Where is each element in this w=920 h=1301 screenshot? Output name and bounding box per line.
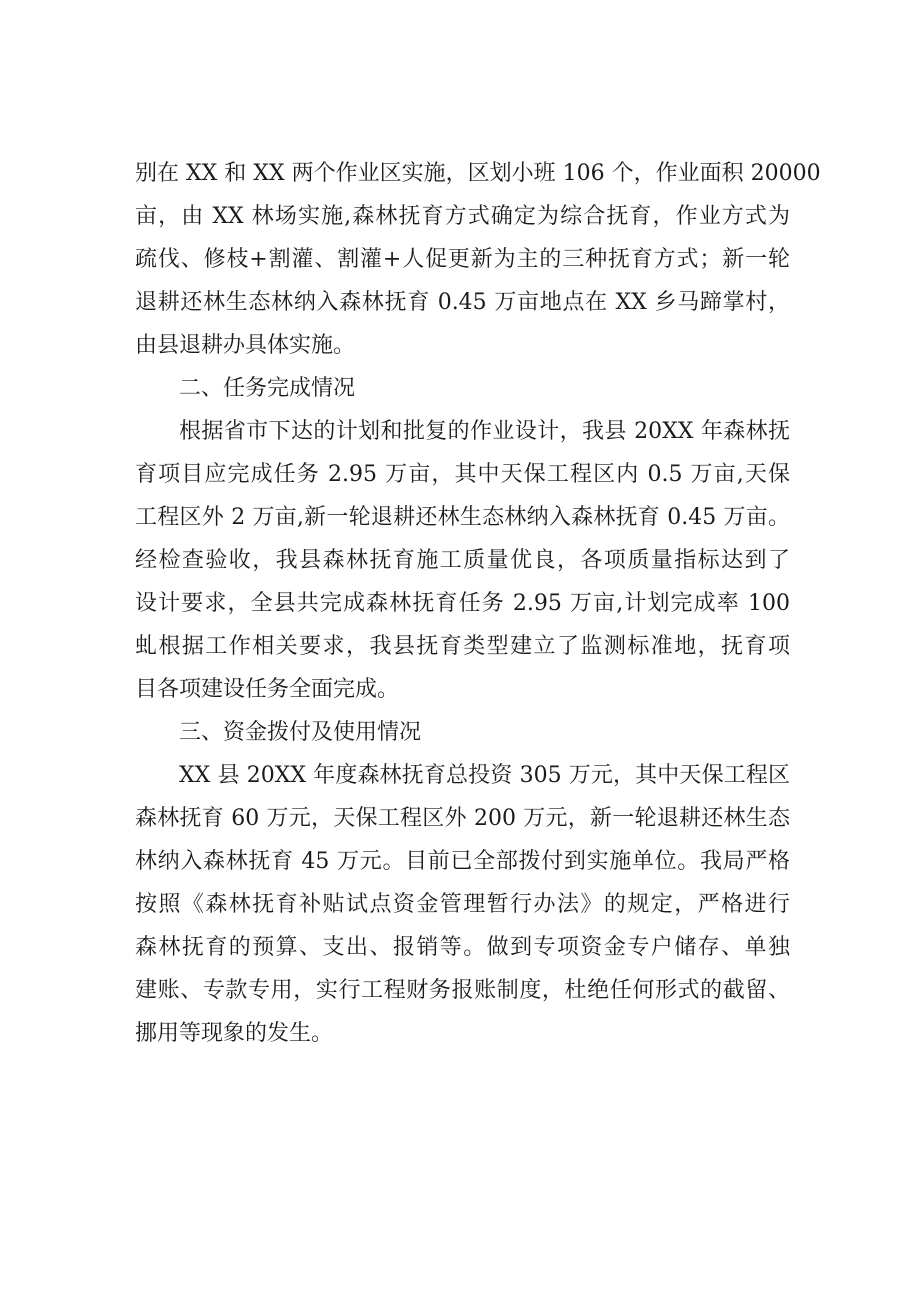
text-line: 亩，由 XX 林场实施,森林抚育方式确定为综合抚育，作业方式为 bbox=[135, 204, 790, 229]
section-heading: 二、任务完成情况 bbox=[179, 376, 356, 401]
text-line: 森林抚育 60 万元，天保工程区外 200 万元，新一轮退耕还林生态 bbox=[135, 806, 790, 831]
text-line: 目各项建设任务全面完成。 bbox=[135, 677, 400, 702]
text-line: 工程区外 2 万亩,新一轮退耕还林生态林纳入森林抚育 0.45 万亩。 bbox=[135, 505, 790, 530]
text-line: 疏伐、修枝+割灌、割灌+人促更新为主的三种抚育方式；新一轮 bbox=[135, 247, 790, 272]
text-line: 育项目应完成任务 2.95 万亩，其中天保工程区内 0.5 万亩,天保 bbox=[135, 462, 790, 487]
text-line: 退耕还林生态林纳入森林抚育 0.45 万亩地点在 XX 乡马蹄掌村， bbox=[135, 290, 790, 315]
text-line: 林纳入森林抚育 45 万元。目前已全部拨付到实施单位。我局严格 bbox=[135, 849, 790, 874]
text-line: 别在 XX 和 XX 两个作业区实施，区划小班 106 个，作业面积 20000 bbox=[135, 161, 821, 186]
text-line: 由县退耕办具体实施。 bbox=[135, 333, 356, 358]
text-line: 按照《森林抚育补贴试点资金管理暂行办法》的规定，严格进行 bbox=[135, 892, 790, 917]
section-heading: 三、资金拨付及使用情况 bbox=[179, 720, 422, 745]
text-line: 经检查验收，我县森林抚育施工质量优良，各项质量指标达到了 bbox=[135, 548, 790, 573]
text-line: 设计要求，全县共完成森林抚育任务 2.95 万亩,计划完成率 100 bbox=[135, 591, 790, 616]
text-line: 挪用等现象的发生。 bbox=[135, 1021, 334, 1046]
text-line: 虬根据工作相关要求，我县抚育类型建立了监测标准地，抚育项 bbox=[135, 634, 790, 659]
text-line: 根据省市下达的计划和批复的作业设计，我县 20XX 年森林抚 bbox=[179, 419, 790, 444]
text-line: XX 县 20XX 年度森林抚育总投资 305 万元，其中天保工程区 bbox=[179, 763, 790, 788]
text-line: 建账、专款专用，实行工程财务报账制度，杜绝任何形式的截留、 bbox=[135, 978, 790, 1003]
document-body bbox=[135, 152, 821, 1055]
text-line: 森林抚育的预算、支出、报销等。做到专项资金专户储存、单独 bbox=[135, 935, 790, 960]
